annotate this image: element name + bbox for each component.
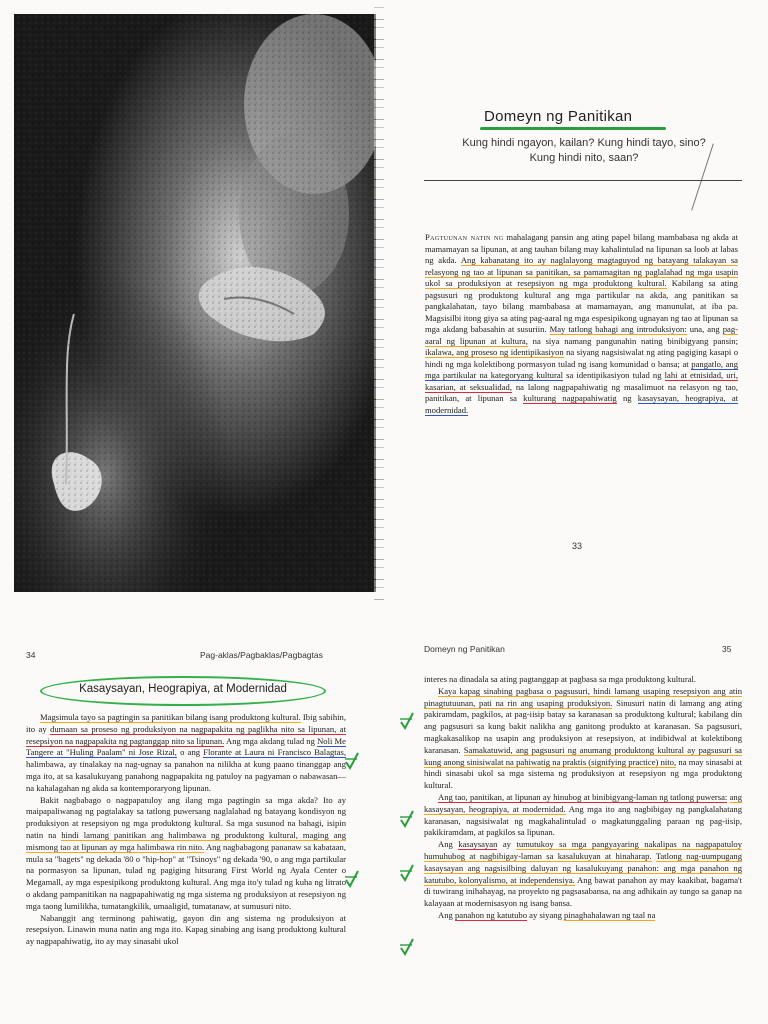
- paragraph: [26, 913, 346, 948]
- highlighted-text: kasaysayan: [458, 839, 498, 850]
- paragraph: [26, 795, 346, 913]
- running-head: Domeyn ng Panitikan: [424, 644, 505, 654]
- check-mark-icon: [343, 868, 361, 890]
- scan-edge-noise: [374, 0, 384, 600]
- intro-paragraph: [425, 232, 738, 416]
- photo-page: [0, 0, 384, 600]
- paragraph: [424, 674, 742, 686]
- body-text: halimbawa, ay tinalakay na nag-ugnay sa panahon na nilikha at kung paano tinanggap ang mga ito, at sa kasalukuyang panahong nagpapakita ng patuloy na pagyaman o nabawasan—na kahalagahan ng akda sa kontemporaryong lipunan.: [26, 759, 346, 793]
- body-text: Ang: [438, 909, 455, 920]
- chapter-photo: [14, 14, 376, 592]
- epigraph-line-2: Kung hindi nito, saan?: [529, 152, 639, 164]
- highlighted-text: hindi lamang panitikan ang halimbawa ng produktong kultural, maging ang mismong tao at lipunan ay mga halimbawa rin nito.: [26, 829, 347, 852]
- page-number: 35: [722, 644, 732, 654]
- page-number: 34: [26, 650, 36, 660]
- highlighted-text: kulturang nagpapahiwatig: [523, 393, 617, 403]
- body-text: Bakit nagbabago o nagpapatuloy ang ilang mga pagtingin sa mga akda? Ito ay maipapaliwanag ng pagtalakay sa tatlong puwersang naglalahad ng batayang kondisyon ng produksiyon at resepsiyon ng mga produktong kultural. Sa mga susunod na bahagi, isipin natin na: [26, 794, 346, 840]
- highlighted-text: pag-aaral ng lipunan at kultura,: [425, 324, 738, 346]
- body-text: Ang: [438, 839, 459, 850]
- running-head: Pag-aklas/Pagbaklas/Pagbagtas: [200, 650, 323, 660]
- highlighted-text: ang kasaysayan, heograpiya, at modernidad.: [424, 791, 742, 814]
- body-text: Ibig sabihin, ito ay: [26, 712, 346, 734]
- body-text: ng: [616, 393, 638, 403]
- check-mark-icon: [398, 862, 416, 884]
- body-text: Sinusuri natin di lamang ang ating pakiramdam, pagkilos, at pag-iisip batay sa karanasan sa produktong kultural; kabilang din ang pagsusuri sa kung bakit nalikha ang ganitong produkto at karanasan. Sa pagsusuri, magkakasalikop na usapin ang produksiyon at resepsiyon, at indibidwal at kolektibong karanasan.: [424, 697, 742, 755]
- highlighted-text: pangatlo, ang mga partikular na kategoryang kultural: [425, 358, 739, 380]
- body-text: Ang mga ito ang nagbibigay ng pangkalahatang karanasan, nagsisiwalat ng magkahalintulad o magkatunggaling paraan ng pag-iisip, pakikiramdam, at pagkilos sa lipunan.: [424, 803, 742, 838]
- highlighted-text: lahi at etnisidad, uri, kasarian, at seksualidad,: [425, 370, 738, 392]
- highlighted-text: Noli Me Tangere at "Huling Paalam" ni Jose Rizal,: [26, 735, 346, 758]
- body-text: Kabilang sa ating pagsusuri ng produktong kultural ang mga partikular na akda, ang panitikan sa pangkalahatan, tayo bilang mambabasa at mamamayan, ang manunulat, at iba pa. Magsisilbi itong giya sa ating pag-aaral ng mga espesipikong ugnayan ng tao at lipunan sa mga akdang babasahin at susuriin.: [425, 278, 738, 334]
- section-body: [424, 674, 742, 922]
- chapter-title-highlight: [480, 127, 666, 130]
- highlighted-text: Florante at Laura ni Francisco Balagtas,: [203, 747, 346, 758]
- highlighted-text: tumutukoy sa mga pangyayaring nakalipas na nagpapatuloy humuhubog at nagbibigay-laman sa kasalukuyan at hinaharap.: [424, 839, 742, 861]
- highlighted-text: Samakatuwid, ang pagsusuri ng anumang produktong kultural ay pagsusuri sa kung anong sinisiwalat na pahiwatig na praktis (signifying practice) nito,: [424, 744, 742, 767]
- body-text: sa identipikasiyon tulad ng: [563, 370, 665, 380]
- highlighted-text: Kaya kapag sinabing pagbasa o pagsusuri, hindi lamang usaping resepsiyon ang atin pinagtutuunan, pati na rin ang usaping produksiyon.: [424, 685, 742, 708]
- body-text: Nabanggit ang terminong pahiwatig, gayon din ang sistema ng produksiyon at resepsiyon. Linawin muna natin ang mga ito. Kapag sinabing ang isang produktong kultural ay nagpapahiwatig, ito ay may sinasabi ukol: [26, 912, 346, 947]
- epigraph: [424, 136, 744, 166]
- body-text: Ang bawat panahon ay may kaakibat, bagama't di tuwirang inihahayag, na proyekto ng pagsasabansa, na ang adhikain ay tungo sa ganap na kalayaan at modernisasyon ng isang bansa.: [424, 874, 742, 909]
- body-text: ay: [497, 839, 517, 850]
- paragraph: [424, 910, 742, 922]
- body-text: una, ang: [686, 324, 723, 334]
- section-body: [26, 712, 346, 948]
- body-text: ay siyang: [527, 909, 565, 920]
- chapter-title: Domeyn ng Panitikan: [484, 108, 633, 125]
- check-mark-icon: [398, 808, 416, 830]
- body-text: na lalong nagpapahiwatig ng masalimuot na relasyon ng tao, panitikan, at lipunan sa: [425, 381, 738, 403]
- body-text: o ang: [176, 747, 204, 758]
- body-text: interes na dinadala sa ating pagtanggap at pagbasa sa mga produktong kultural.: [424, 674, 697, 684]
- check-mark-icon: [398, 936, 416, 958]
- highlighted-text: panahon ng katutubo: [454, 909, 528, 920]
- highlighted-text: Tatlong nag-uumpugang kasaysayan ang nagsisilbing daluyan ng kasalukuyang panahon: ang mga panahon ng katutubo, kolonyalismo, at independensiya.: [424, 850, 743, 885]
- body-text: Ang mga akdang tulad ng: [224, 735, 318, 746]
- chapter-intro-text: [425, 232, 738, 416]
- page-34: [0, 600, 384, 1024]
- highlighted-text: Magsimula tayo sa pagtingin sa panitikan bilang isang produktong kultural.: [40, 712, 301, 722]
- paragraph: [424, 839, 742, 910]
- paragraph: [424, 686, 742, 792]
- check-mark-icon: [398, 710, 416, 732]
- body-text: Ang nagbabagong pananaw sa kabataan, mula sa "bagets" ng dekada '80 o "hip-hop" at "Tsinoys" ng dekada '90, o ang mga partikular na pormasyon sa lipunan, tulad ng pagiging hitsurang First World ng Ayala Center o Megamall, ay mga espesipikong produktong kultural. Ang mga ito'y tulad ng kuha ng litrato o akdang pampanitikan na nagpapahiwatig ng mga sistema ng produksiyon at resepsiyon ng mga taong lumilikha, tumatangkilik, umaaligid, tumatanaw, at sumusuri nito.: [26, 841, 346, 911]
- body-text: na siya namang pangunahin nating binibigyang pansin;: [527, 335, 738, 346]
- highlighted-text: dumaan sa proseso ng produksiyon na nagpapakita ng paglikha nito sa lipunan, at resepsiyon na nagpapakita ng pagtanggap nito sa lipunan.: [26, 723, 347, 746]
- lead-words: Pagtuunan natin ng: [425, 232, 504, 242]
- page-number: 33: [572, 541, 583, 551]
- section-title-circle: [40, 676, 326, 706]
- highlighted-text: Ang kabanatang ito ay naglalayong magtaguyod ng batayang talakayan sa relasyong ng tao at lipunan sa panitikan, sa pamamagitan ng paglalahad ng mga usapin ukol sa produksiyon at resepsiyon ng mga produktong kultural.: [425, 255, 738, 288]
- epigraph-rule: [424, 180, 742, 181]
- page-33: [384, 0, 768, 600]
- section-title: Kasaysayan, Heograpiya, at Modernidad: [79, 683, 287, 695]
- highlighted-text: pinaghahalawan ng taal na: [564, 909, 656, 920]
- paragraph: [26, 712, 346, 795]
- epigraph-line-1: Kung hindi ngayon, kailan? Kung hindi tayo, sino?: [462, 137, 706, 149]
- highlighted-text: ikalawa, ang proseso ng identipikasiyon: [425, 347, 564, 357]
- highlighted-text: kasaysayan, heograpiya, at modernidad.: [425, 393, 739, 415]
- check-mark-icon: [343, 750, 361, 772]
- paragraph: [424, 792, 742, 839]
- body-text: na siyang nagsisiwalat ng ating pagiging kasapi o hindi ng mga kolektibong pormasyon tulad ng isang komunidad o bansa; at: [425, 347, 738, 369]
- highlighted-text: Ang tao, panitikan, at lipunan ay hinubog at binibigyang-laman ng tatlong puwersa:: [438, 791, 728, 802]
- body-text: na may sinasabi at hindi sinasabi ukol sa mga sistema ng produksiyon at resepsiyon ng mga produktong kultural.: [424, 756, 743, 791]
- page-35: [384, 600, 768, 1024]
- highlighted-text: May tatlong bahagi ang introduksiyon:: [549, 324, 687, 334]
- body-text: mahalagang pansin ang ating papel bilang mambabasa ng akda at mamamayan sa lipunan, at ang tauhan bilang may kahalintulad na lipunan sa loob at labas ng akda.: [425, 232, 739, 265]
